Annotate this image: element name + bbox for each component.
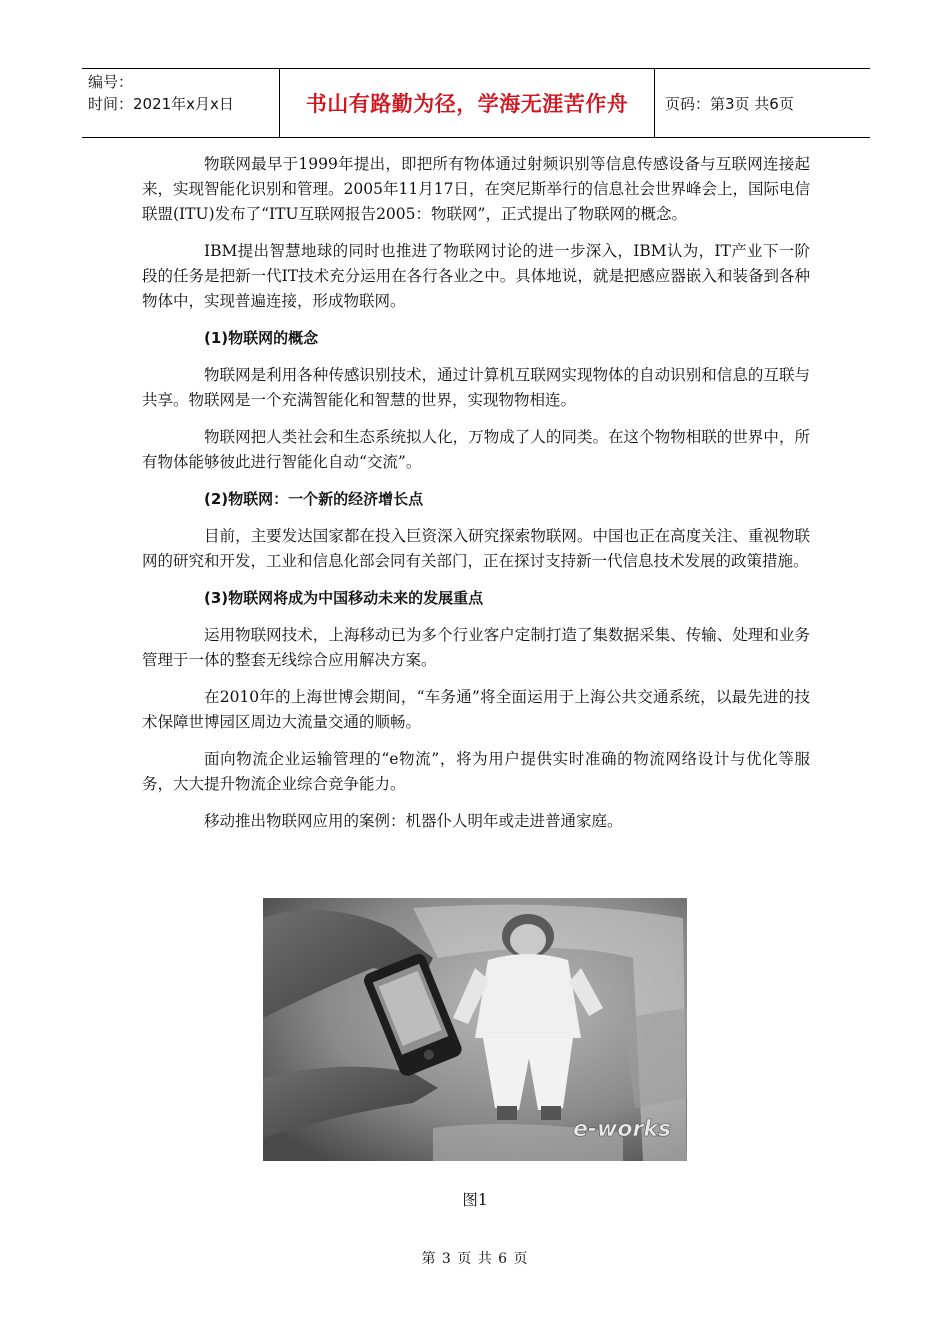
paragraph: 面向物流企业运输管理的“e物流”，将为用户提供实时准确的物流网络设计与优化等服务，大大提升物流企业综合竞争能力。: [142, 750, 810, 793]
paragraph: 目前，主要发达国家都在投入巨资深入研究探索物联网。中国也正在高度关注、重视物联网的研究和开发，工业和信息化部会同有关部门，正在探讨支持新一代信息技术发展的政策措施。: [142, 527, 810, 570]
paragraph: 物联网把人类社会和生态系统拟人化，万物成了人的同类。在这个物物相联的世界中，所有物体能够彼此进行智能化自动“交流”。: [142, 428, 810, 471]
figure-caption: 图1: [462, 1191, 488, 1209]
header-info-cell: [82, 69, 280, 137]
section-heading: (1)物联网的概念: [204, 329, 319, 347]
document-body: [142, 152, 810, 846]
page-footer: 第 3 页 共 6 页: [421, 1251, 529, 1267]
paragraph: IBM提出智慧地球的同时也推进了物联网讨论的进一步深入，IBM认为，IT产业下一阶段的任务是把新一代IT技术充分运用在各行各业之中。具体地说，就是把感应器嵌入和装备到各种物体中，实现普遍连接，形成物联网。: [142, 242, 810, 310]
header-table: [82, 68, 870, 138]
header-motto: 书山有路勤为径，学海无涯苦作舟: [280, 69, 655, 137]
paragraph: 运用物联网技术，上海移动已为多个行业客户定制打造了集数据采集、传输、处理和业务管理于一体的整套无线综合应用解决方案。: [142, 626, 810, 669]
section-heading: (2)物联网：一个新的经济增长点: [204, 490, 424, 508]
watermark-text: e-works: [573, 1117, 672, 1142]
robot-servant-photo: [263, 898, 687, 1161]
paragraph: 物联网最早于1999年提出，即把所有物体通过射频识别等信息传感设备与互联网连接起来，实现智能化识别和管理。2005年11月17日，在突尼斯举行的信息社会世界峰会上，国际电信联盟(ITU)发布了“ITU互联网报告2005：物联网”，正式提出了物联网的概念。: [142, 155, 810, 223]
header-page-code: 页码：第3页 共6页: [665, 94, 794, 113]
paragraph: 在2010年的上海世博会期间，“车务通”将全面运用于上海公共交通系统，以最先进的技术保障世博园区周边大流量交通的顺畅。: [142, 688, 810, 731]
date-label: 时间：2021年x月x日: [88, 95, 234, 113]
serial-label: 编号：: [88, 73, 134, 91]
section-heading: (3)物联网将成为中国移动未来的发展重点: [204, 589, 484, 607]
figure-photo: [263, 898, 687, 1161]
paragraph: 物联网是利用各种传感识别技术，通过计算机互联网实现物体的自动识别和信息的互联与共享。物联网是一个充满智能化和智慧的世界，实现物物相连。: [142, 366, 810, 409]
paragraph: 移动推出物联网应用的案例：机器仆人明年或走进普通家庭。: [204, 812, 623, 830]
